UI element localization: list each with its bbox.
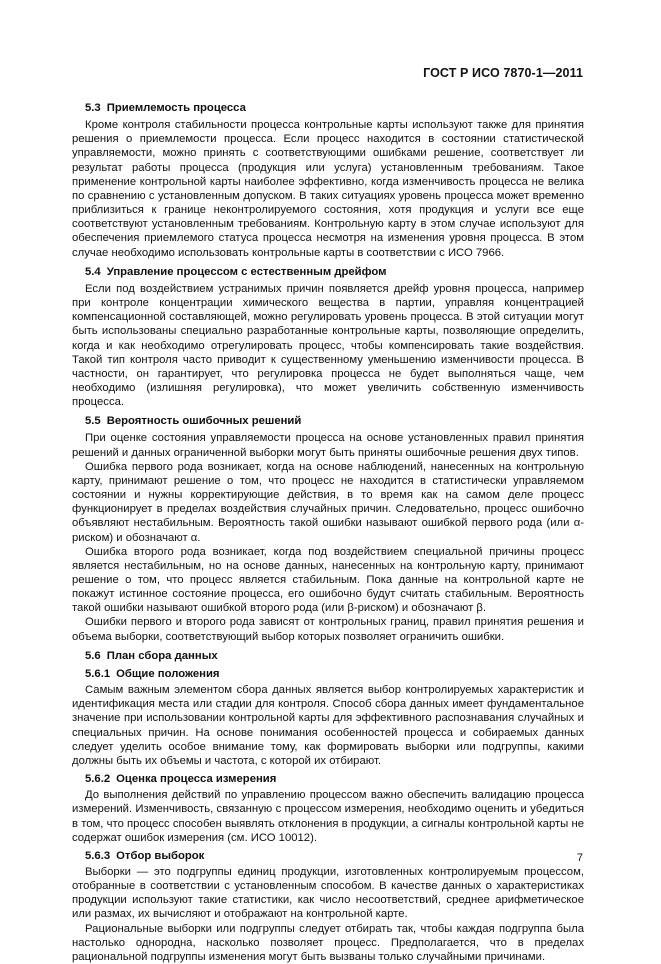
standard-header: ГОСТ Р ИСО 7870-1—2011 bbox=[423, 66, 583, 80]
paragraph: Самым важным элементом сбора данных является выбор контролируемых характеристик и идентификация места или стадии для контроля. Способ сбора данных имеет фундаментальное значение при использовании контрольной карты для эффективного распознавания случайных и специальных причин. На основе понимания особенностей процесса и собираемых данных следует уделить особое внимание тому, как формировать выборки или подгруппы, какими должны быть их объемы и частота, с которой их отбирают. bbox=[72, 684, 584, 767]
paragraph: Ошибки первого и второго рода зависят от контрольных границ, правил принятия решения и объема выборки, соответствующий выбор которых позволяет ограничить ошибки. bbox=[72, 616, 584, 643]
paragraph: Если под воздействием устранимых причин появляется дрейф уровня процесса, например при контроле концентрации химического вещества в партии, управляя концентрацией компенсационной составляющей, можно регулировать уровень процесса. В этой ситуации могут быть использованы специально разработанные контрольные карты, позволяющие определить, когда и как необходимо отрегулировать процесс, чтобы компенсировать такие воздействия. Такой тип контроля часто приводит к существенному уменьшению изменчивости процесса. В частности, он гарантирует, что регулировка процесса не будет выполняться чаще, чем необходимо (излишняя регулировка), что может увеличить собственную изменчивость процесса. bbox=[72, 282, 584, 409]
subsection-title: Общие положения bbox=[116, 667, 220, 680]
section-title: План сбора данных bbox=[106, 649, 218, 662]
paragraph: Рациональные выборки или подгруппы следует отбирать так, чтобы каждая подгруппа была настолько однородна, насколько позволяет процесс. Предполагается, что в пределах рациональной подгруппы изменения могут быть вызваны только случайными причинами. bbox=[72, 922, 584, 963]
section-heading bbox=[85, 649, 584, 663]
section-number: 5.3 bbox=[85, 102, 101, 114]
section-heading bbox=[85, 101, 584, 115]
section-heading bbox=[85, 414, 584, 428]
paragraph: Выборки — это подгруппы единиц продукции, изготовленных контролируемым процессом, отобранные в соответствии с установленным способом. В качестве данных о характеристиках продукции используют такие статистики, как число несоответствий, среднее арифметическое или размах, их вычисляют и отображают на контрольной карте. bbox=[72, 865, 584, 921]
subsection-title: Отбор выборок bbox=[116, 849, 205, 862]
section-number: 5.4 bbox=[85, 265, 101, 278]
subsection-number: 5.6.1 bbox=[85, 667, 111, 680]
section-number: 5.6 bbox=[85, 649, 101, 662]
page-number: 7 bbox=[576, 852, 583, 864]
paragraph: Кроме контроля стабильности процесса контрольные карты используют также для принятия решения о приемлемости процесса. Если процесс находится в состоянии статистической управляемости, можно принять с соответствующими ошибками решение, соответствует ли результат работы процесса (продукция или услуга) установленным требованиям. Такое применение контрольной карты наиболее эффективно, когда изменчивость процесса не велика по сравнению с установленным допуском. В таких ситуациях уровень процесса может временно приблизиться к границе неконтролируемого состояния, хотя продукция и услуги все еще соответствуют установленным требованиям. Контрольную карту в этом случае используют для обеспечения приемлемого статуса процесса несмотря на изменения уровня процесса. В этом случае необходимо использовать контрольные карты в соответствии с ИСО 7966. bbox=[72, 119, 584, 259]
paragraph: При оценке состояния управляемости процесса на основе установленных правил принятия решений и данных ограниченной выборки могут быть приняты ошибочные решения двух типов. bbox=[72, 432, 584, 459]
paragraph: До выполнения действий по управлению процессом важно обеспечить валидацию процесса измерений. Изменчивость, связанную с процессом измерения, необходимо оценить и убедиться в том, что процесс способен выявлять отклонения в продукции, а сигналы контрольной карты не содержат ошибок измерения (см. ИСО 10012). bbox=[72, 789, 584, 844]
section-number: 5.5 bbox=[85, 415, 101, 428]
section-title: Вероятность ошибочных решений bbox=[106, 415, 302, 428]
paragraph: Ошибка второго рода возникает, когда под воздействием специальной причины процесс является нестабильным, но на основе данных, нанесенных на контрольную карту, принимают решение о том, что процесс является стабильным. Пока данные на контрольной карте не покажут истинное состояние процесса, его ошибочно будут считать стабильным. Вероятность такой ошибки называют ошибкой второго рода (или β-риском) и обозначают β. bbox=[72, 545, 584, 615]
subsection-heading bbox=[85, 772, 584, 786]
subsection-title: Оценка процесса измерения bbox=[116, 773, 277, 786]
section-title: Управление процессом с естественным дрейфом bbox=[106, 265, 387, 278]
section-title: Приемлемость процесса bbox=[106, 102, 246, 114]
subsection-number: 5.6.3 bbox=[85, 849, 111, 862]
paragraph: Ошибка первого рода возникает, когда на основе наблюдений, нанесенных на контрольную карту, принимают решение о том, что процесс не находится в статистически управляемом состоянии и нужны корректирующие действия, в то время как на самом деле процесс функционирует в пределах воздействия случайных причин. Следовательно, процесс ошибочно объявляют нестабильным. Вероятность такой ошибки называют ошибкой первого рода (или α-риском) и обозначают α. bbox=[72, 460, 584, 544]
subsection-heading bbox=[85, 849, 584, 863]
subsection-heading bbox=[85, 667, 584, 681]
document-body bbox=[72, 96, 584, 964]
subsection-number: 5.6.2 bbox=[85, 773, 111, 786]
section-heading bbox=[85, 265, 584, 279]
